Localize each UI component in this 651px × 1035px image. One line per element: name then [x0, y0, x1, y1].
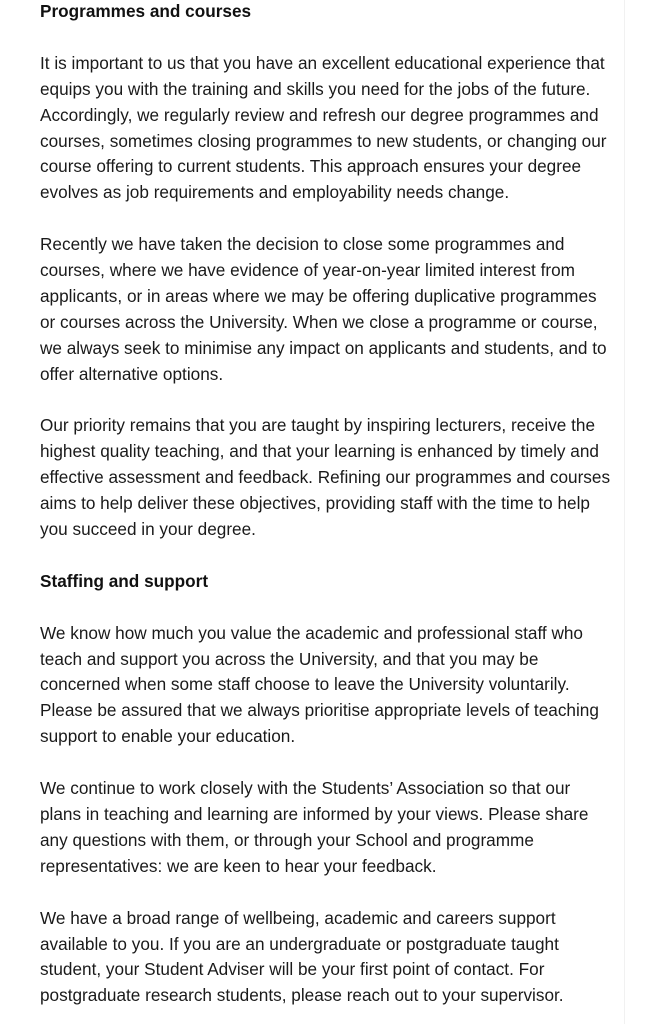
section-programmes-and-courses [40, 0, 612, 543]
section-heading: Staffing and support [40, 570, 209, 591]
paragraph: We have a broad range of wellbeing, academic and careers support available to you. If you are an undergraduate or postgraduate taught student, your Student Adviser will be your first point of contact. For postgraduate research students, please reach out to your supervisor. [40, 907, 564, 1006]
document-body [40, 0, 612, 1035]
paragraph: Our priority remains that you are taught by inspiring lecturers, receive the highest quality teaching, and that your learning is enhanced by timely and effective assessment and feedback. Refining our programmes and courses aims to help deliver these objectives, providing staff with the time to help you succeed in your degree. [40, 415, 611, 540]
paragraph: Recently we have taken the decision to close some programmes and courses, where we have evidence of year-on-year limited interest from applicants, or in areas where we may be offering duplicative programmes or courses across the University. When we close a programme or course, we always seek to minimise any impact on applicants and students, and to offer alternative options. [40, 234, 607, 384]
paragraph: We continue to work closely with the Students’ Association so that our plans in teaching and learning are informed by your views. Please share any questions with them, or through your School and programme representatives: we are keen to hear your feedback. [40, 778, 589, 876]
section-staffing-and-support [40, 569, 612, 1009]
paragraph: It is important to us that you have an excellent educational experience that equips you with the training and skills you need for the jobs of the future. Accordingly, we regularly review and refresh our degree programmes and courses, sometimes closing programmes to new students, or changing our course offering to current students. This approach ensures your degree evolves as job requirements and employability needs change. [40, 52, 607, 203]
section-heading: Programmes and courses [40, 1, 252, 21]
paragraph: We know how much you value the academic and professional staff who teach and support you across the University, and that you may be concerned when some staff choose to leave the University voluntarily. Please be assured that we always prioritise appropriate levels of teaching support to enable your education. [40, 622, 599, 747]
